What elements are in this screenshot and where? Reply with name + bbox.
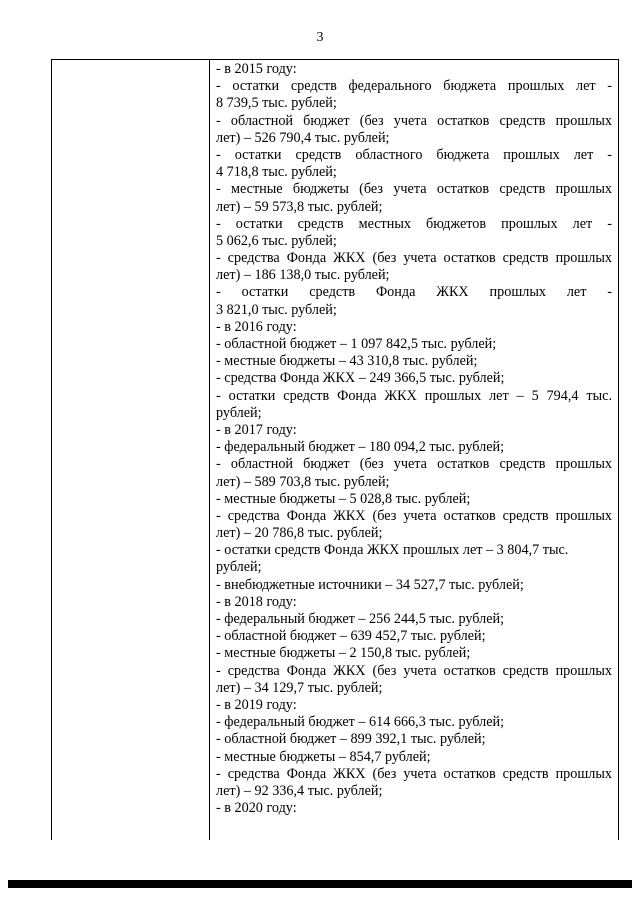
text-line: - федеральный бюджет – 614 666,3 тыс. рублей; [216, 714, 505, 731]
page-number: 3 [316, 30, 324, 45]
text-line: - областной бюджет – 899 392,1 тыс. рублей; [216, 731, 486, 748]
text-line: - средства Фонда ЖКХ (без учета остатков средств прошлых [216, 507, 612, 524]
text-line: - областной бюджет (без учета остатков средств прошлых [216, 456, 612, 473]
text-line: лет) – 34 129,7 тыс. рублей; [216, 679, 383, 696]
text-line: - областной бюджет – 1 097 842,5 тыс. рублей; [216, 336, 497, 352]
text-line: - остатки средств областного бюджета прошлых лет - [216, 146, 612, 163]
text-line: 3 821,0 тыс. рублей; [216, 301, 337, 318]
table-right-column [216, 61, 612, 817]
text-line: - средства Фонда ЖКХ – 249 366,5 тыс. рублей; [216, 370, 505, 387]
text-line: - в 2019 году: [216, 696, 297, 713]
text-line: лет) – 186 138,0 тыс. рублей; [216, 267, 390, 284]
bottom-border-bar [8, 880, 632, 888]
text-line: - областной бюджет – 639 452,7 тыс. рублей; [216, 628, 486, 645]
text-line: лет) – 20 786,8 тыс. рублей; [216, 525, 383, 542]
text-line: - местные бюджеты (без учета остатков средств прошлых [216, 181, 612, 198]
text-line: 5 062,6 тыс. рублей; [216, 232, 337, 249]
text-line: - средства Фонда ЖКХ (без учета остатков средств прошлых [216, 662, 612, 679]
text-line: - федеральный бюджет – 256 244,5 тыс. рублей; [216, 611, 505, 627]
text-line: лет) – 526 790,4 тыс. рублей; [216, 129, 390, 146]
text-line: - средства Фонда ЖКХ (без учета остатков средств прошлых [216, 250, 612, 267]
text-line: - остатки средств местных бюджетов прошлых лет - [216, 215, 612, 232]
text-line: лет) – 589 703,8 тыс. рублей; [216, 473, 390, 490]
text-line: - федеральный бюджет – 180 094,2 тыс. рублей; [216, 439, 505, 456]
text-line: - остатки средств Фонда ЖКХ прошлых лет - [216, 284, 612, 301]
text-line: лет) – 92 336,4 тыс. рублей; [216, 782, 383, 799]
text-line: 4 718,8 тыс. рублей; [216, 164, 337, 181]
text-line: - остатки средств федерального бюджета прошлых лет - [216, 78, 612, 95]
table-left-column [52, 60, 210, 840]
document-table [51, 59, 619, 840]
text-line: - местные бюджеты – 854,7 рублей; [216, 748, 431, 765]
text-line: - остатки средств Фонда ЖКХ прошлых лет – 3 804,7 тыс. [216, 542, 569, 559]
text-line: - остатки средств Фонда ЖКХ прошлых лет – 5 794,4 тыс. [216, 387, 612, 404]
text-line: - в 2020 году: [216, 800, 297, 817]
text-line: - местные бюджеты – 5 028,8 тыс. рублей; [216, 490, 471, 507]
text-line: 8 739,5 тыс. рублей; [216, 95, 337, 112]
text-line: - в 2016 году: [216, 318, 297, 335]
text-line: - местные бюджеты – 2 150,8 тыс. рублей; [216, 645, 471, 662]
text-line: рублей; [216, 404, 262, 421]
text-line: - областной бюджет (без учета остатков средств прошлых [216, 112, 612, 129]
text-line: рублей; [216, 559, 262, 576]
text-line: - в 2018 году: [216, 593, 297, 610]
text-line: - местные бюджеты – 43 310,8 тыс. рублей; [216, 353, 478, 370]
text-line: лет) – 59 573,8 тыс. рублей; [216, 198, 383, 215]
text-line: - внебюджетные источники – 34 527,7 тыс. рублей; [216, 576, 524, 593]
text-line: - средства Фонда ЖКХ (без учета остатков средств прошлых [216, 765, 612, 782]
text-line: - в 2017 году: [216, 421, 297, 438]
text-line: - в 2015 году: [216, 61, 297, 77]
